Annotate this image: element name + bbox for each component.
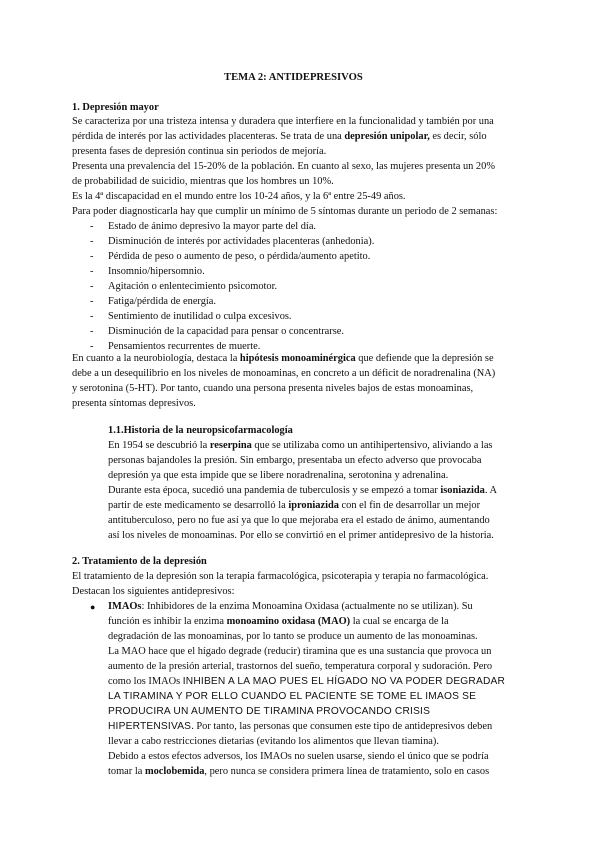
list-item: Estado de ánimo depresivo la mayor parte del día. [108, 221, 317, 232]
paragraph-line: partir de este medicamento se desarrolló la iproniazida con el fin de desarrollar un mejor [108, 500, 481, 511]
paragraph-line: de probabilidad de suicidio, mientras que los hombres un 10%. [72, 176, 334, 187]
paragraph-line: Para poder diagnosticarla hay que cumplir un mínimo de 5 síntomas durante un periodo de 2 semanas: [72, 206, 498, 217]
paragraph-line: Presenta una prevalencia del 15-20% de la población. En cuanto al sexo, las mujeres presenta un 20% [72, 161, 495, 172]
dash-bullet: - [90, 296, 94, 307]
subsection-heading-1-1: 1.1.Historia de la neuropsicofarmacología [108, 425, 293, 436]
paragraph-line: Destacan los siguientes antidepresivos: [72, 586, 235, 597]
page-title: TEMA 2: ANTIDEPRESIVOS [224, 72, 363, 83]
paragraph-line: como los IMAOs INHIBEN A LA MAO PUES EL HÍGADO NO VA PODER DEGRADAR [108, 676, 506, 687]
list-item: Fatiga/pérdida de energía. [108, 296, 217, 307]
paragraph-line: Se caracteriza por una tristeza intensa y duradera que interfiere en la funcionalidad y también por una [72, 116, 494, 127]
paragraph-line: tomar la moclobemida, pero nunca se considera primera línea de tratamiento, solo en casos [108, 766, 490, 777]
paragraph-line: personas bajandoles la presión. Sin embargo, presentaba un efecto adverso que provocaba [108, 455, 482, 466]
dash-bullet: - [90, 266, 94, 277]
paragraph-line: presenta síntomas depresivos. [72, 398, 196, 409]
paragraph-line: y serotonina (5-HT). Por tanto, cuando una persona presenta niveles bajos de estas monoaminas, [72, 383, 474, 394]
dash-bullet: - [90, 326, 94, 337]
dash-bullet: - [90, 281, 94, 292]
list-item: Pérdida de peso o aumento de peso, o pérdida/aumento apetito. [108, 251, 371, 262]
paragraph-line: LA TIRAMINA Y POR ELLO CUANDO EL PACIENTE SE TOME EL IMAOS SE [108, 691, 477, 702]
paragraph-line: función es inhibir la enzima monoamino oxidasa (MAO) la cual se encarga de la [108, 616, 449, 627]
paragraph-line: IMAOs: Inhibidores de la enzima Monoamina Oxidasa (actualmente no se utilizan). Su [108, 601, 473, 612]
circle-bullet: ● [90, 602, 96, 612]
paragraph-line: así los niveles de monoaminas. Por ello se convirtió en el primer antidepresivo de la historia. [108, 530, 494, 541]
section-heading-1: 1. Depresión mayor [72, 102, 159, 113]
paragraph-line: Durante esta época, sucedió una pandemia de tuberculosis y se empezó a tomar isoniazida. A [108, 485, 497, 496]
dash-bullet: - [90, 236, 94, 247]
paragraph-line: En cuanto a la neurobiología, destaca la hipótesis monoaminérgica que defiende que la depresión se [72, 353, 494, 364]
list-item: Insomnio/hipersomnio. [108, 266, 205, 277]
paragraph-line: presenta fases de depresión continua sin periodos de mejoría. [72, 146, 327, 157]
paragraph-line: El tratamiento de la depresión son la terapia farmacológica, psicoterapia y terapia no farmacológica. [72, 571, 489, 582]
list-item: Agitación o enlentecimiento psicomotor. [108, 281, 278, 292]
dash-bullet: - [90, 221, 94, 232]
paragraph-line: aumento de la presión arterial, trastornos del sueño, temperatura corporal y sudoración. Pero [108, 661, 493, 672]
paragraph-line: Es la 4ª discapacidad en el mundo entre los 10-24 años, y la 6ª entre 25-49 años. [72, 191, 406, 202]
section-heading-2: 2. Tratamiento de la depresión [72, 556, 207, 567]
paragraph-line: La MAO hace que el hígado degrade (reducir) tiramina que es una sustancia que provoca un [108, 646, 492, 657]
dash-bullet: - [90, 251, 94, 262]
list-item: Sentimiento de inutilidad o culpa excesivos. [108, 311, 292, 322]
paragraph-line: debe a un desequilibrio en los niveles de monoaminas, en concreto a un déficit de noradrenalina (NA) [72, 368, 496, 379]
paragraph-line: depresión ya que esta impide que se libere noradrenalina, serotonina y adrenalina. [108, 470, 449, 481]
dash-bullet: - [90, 311, 94, 322]
dash-bullet: - [90, 341, 94, 352]
paragraph-line: degradación de las monoaminas, por lo tanto se produce un aumento de las monoaminas. [108, 631, 478, 642]
list-item: Disminución de la capacidad para pensar o concentrarse. [108, 326, 344, 337]
paragraph-line: HIPERTENSIVAS. Por tanto, las personas que consumen este tipo de antidepresivos deben [108, 721, 493, 732]
paragraph-line: PRODUCIRA UN AUMENTO DE TIRAMINA PROVOCANDO CRISIS [108, 706, 431, 717]
paragraph-line: Debido a estos efectos adversos, los IMAOs no suelen usarse, siendo el único que se podría [108, 751, 489, 762]
list-item: Pensamientos recurrentes de muerte. [108, 341, 261, 352]
paragraph-line: antituberculoso, pero no fue así ya que lo que mejoraba era el estado de ánimo, aumentando [108, 515, 490, 526]
list-item: Disminución de interés por actividades placenteras (anhedonia). [108, 236, 375, 247]
paragraph-line: En 1954 se descubrió la reserpina que se utilizaba como un antihipertensivo, aliviando a las [108, 440, 493, 451]
paragraph-line: pérdida de interés por las actividades placenteras. Se trata de una depresión unipolar, es decir, sólo [72, 131, 487, 142]
paragraph-line: llevar a cabo restricciones dietarias (evitando los alimentos que llevan tiamina). [108, 736, 439, 747]
